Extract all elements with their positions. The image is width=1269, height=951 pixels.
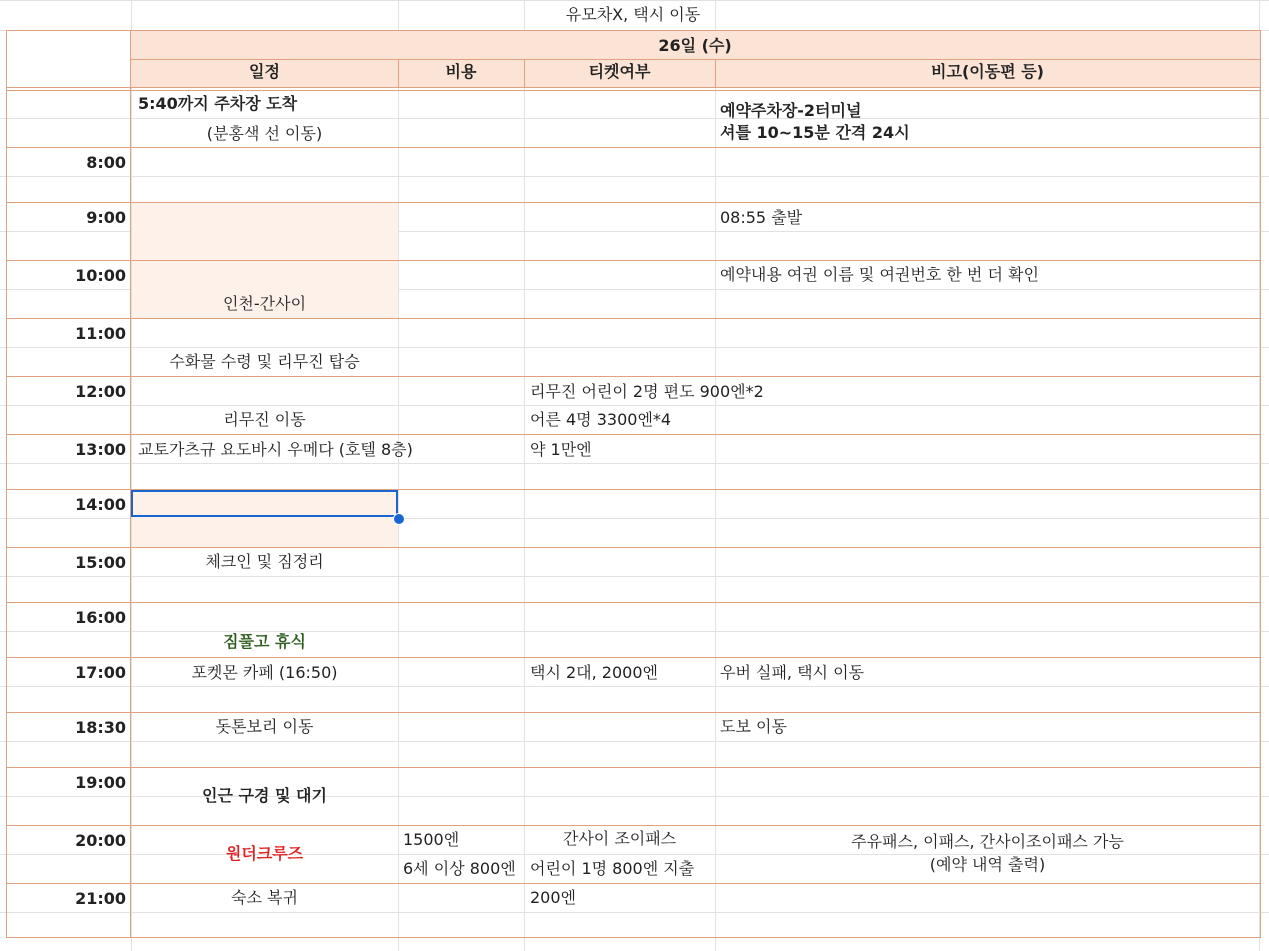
schedule-cell[interactable]: 교토가츠규 요도바시 우메다 (호텔 8층) (138, 440, 413, 459)
time-label[interactable]: 11:00 (75, 324, 126, 343)
time-label[interactable]: 19:00 (75, 773, 126, 792)
date-header[interactable]: 26일 (수) (658, 36, 732, 55)
note-cell[interactable]: 도보 이동 (720, 717, 787, 736)
schedule-cell[interactable]: 돗톤보리 이동 (215, 717, 314, 736)
column-header-notes[interactable]: 비고(이동편 등) (931, 62, 1044, 81)
column-header-ticket[interactable]: 티켓여부 (588, 62, 651, 81)
ticket-cell[interactable]: 간사이 조이패스 (562, 829, 677, 848)
note-cell[interactable]: 08:55 출발 (720, 208, 803, 227)
time-label[interactable]: 21:00 (75, 889, 126, 908)
schedule-cell[interactable]: 수화물 수령 및 리무진 탑승 (169, 352, 360, 371)
time-label[interactable]: 9:00 (86, 208, 126, 227)
schedule-cell[interactable]: 체크인 및 짐정리 (205, 552, 324, 571)
cost-cell[interactable]: 1500엔 (403, 830, 460, 849)
note-cell[interactable]: 주유패스, 이패스, 간사이조이패스 가능 (851, 832, 1124, 851)
ticket-cell[interactable]: 약 1만엔 (530, 440, 592, 459)
time-label[interactable]: 18:30 (75, 718, 126, 737)
column-header-cost[interactable]: 비용 (445, 62, 477, 81)
time-label[interactable]: 10:00 (75, 266, 126, 285)
time-label[interactable]: 12:00 (75, 382, 126, 401)
time-label[interactable]: 16:00 (75, 608, 126, 627)
note-cell[interactable]: 우버 실패, 택시 이동 (720, 663, 864, 682)
time-label[interactable]: 15:00 (75, 553, 126, 572)
sheet-title[interactable]: 유모차X, 택시 이동 (565, 5, 701, 24)
ticket-cell[interactable]: 리무진 어린이 2명 편도 900엔*2 (530, 382, 764, 401)
schedule-cell[interactable]: 인천-간사이 (222, 294, 307, 313)
prelude-note-line1[interactable]: 예약주차장-2터미널 (720, 101, 862, 120)
active-cell-selection[interactable] (131, 490, 398, 517)
note-cell[interactable]: 예약내용 여권 이름 및 여권번호 한 번 더 확인 (720, 265, 1039, 284)
schedule-cell[interactable]: 포켓몬 카페 (16:50) (191, 663, 338, 682)
fill-handle[interactable] (393, 513, 405, 525)
schedule-cell-green[interactable]: 짐풀고 휴식 (223, 632, 306, 651)
schedule-cell[interactable]: 리무진 이동 (223, 410, 306, 429)
prelude-note-line2[interactable]: 셔틀 10~15분 간격 24시 (720, 123, 910, 142)
ticket-cell[interactable]: 200엔 (530, 888, 576, 907)
prelude-schedule-line1[interactable]: 5:40까지 주차장 도착 (138, 94, 298, 113)
column-header-schedule[interactable]: 일정 (249, 62, 280, 81)
ticket-cell[interactable]: 어른 4명 3300엔*4 (530, 410, 672, 429)
note-cell[interactable]: (예약 내역 출력) (929, 855, 1046, 874)
schedule-cell[interactable]: 숙소 복귀 (231, 888, 298, 907)
schedule-cell-red[interactable]: 원더크루즈 (225, 844, 304, 863)
cost-cell[interactable]: 6세 이상 800엔 (403, 859, 516, 878)
time-label[interactable]: 13:00 (75, 440, 126, 459)
time-label[interactable]: 14:00 (75, 495, 126, 514)
time-label[interactable]: 8:00 (86, 153, 126, 172)
ticket-cell[interactable]: 어린이 1명 800엔 지출 (530, 859, 695, 878)
schedule-cell[interactable]: 인근 구경 및 대기 (202, 786, 327, 805)
prelude-schedule-line2[interactable]: (분홍색 선 이동) (206, 124, 323, 143)
time-label[interactable]: 20:00 (75, 831, 126, 850)
time-label[interactable]: 17:00 (75, 663, 126, 682)
ticket-cell[interactable]: 택시 2대, 2000엔 (530, 663, 658, 682)
